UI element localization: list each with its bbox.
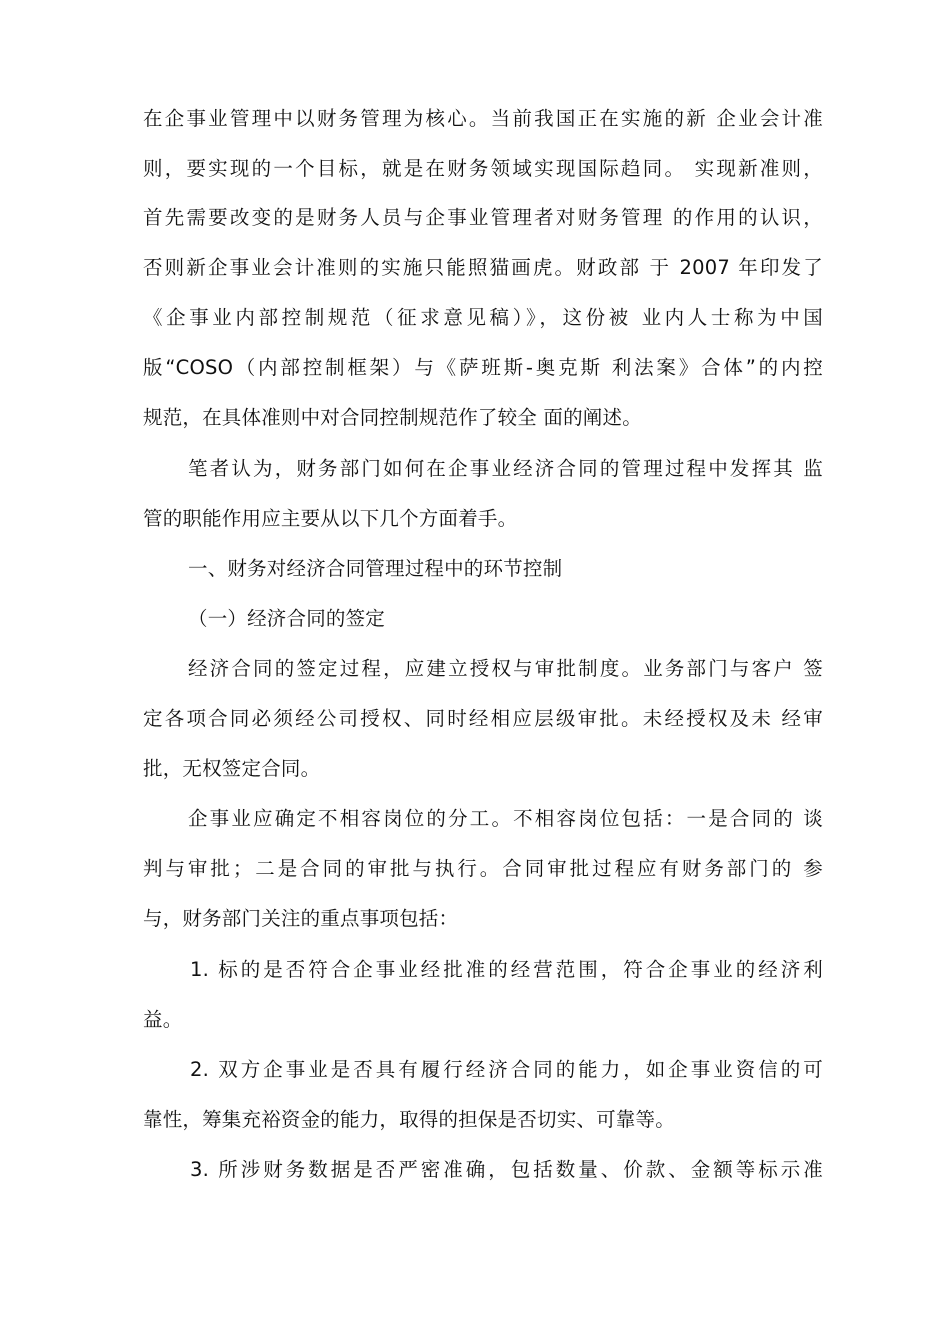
list-item-1-line-2: 益。 [143,1008,183,1031]
paragraph-intro-line-7: 规范，在具体准则中对合同控制规范作了较全 面的阐述。 [143,406,642,429]
paragraph-intro-line-2: 则，要实现的一个目标，就是在财务领域实现国际趋同。 实现新准则， [143,157,823,180]
paragraph-division-line-2: 判与审批；二是合同的审批与执行。合同审批过程应有财务部门的 参 [143,857,823,880]
paragraph-intro-line-3: 首先需要改变的是财务人员与企事业管理者对财务管理 的作用的认识， [143,206,823,229]
paragraph-author-line-2: 管的职能作用应主要从以下几个方面着手。 [143,507,518,530]
paragraph-author-line-1: 笔者认为，财务部门如何在企事业经济合同的管理过程中发挥其 监 [188,457,823,480]
section-heading-1: 一、财务对经济合同管理过程中的环节控制 [188,557,563,580]
list-item-2-line-2: 靠性，筹集充裕资金的能力，取得的担保是否切实、可靠等。 [143,1108,675,1131]
paragraph-division-line-1: 企事业应确定不相容岗位的分工。不相容岗位包括：一是合同的 谈 [188,807,823,830]
paragraph-intro-line-4: 否则新企事业会计准则的实施只能照猫画虎。财政部 于 2007 年印发了 [143,256,823,279]
list-item-1-line-1: 1. 标的是否符合企事业经批准的经营范围，符合企事业的经济利 [190,958,823,981]
paragraph-intro-line-1: 在企事业管理中以财务管理为核心。当前我国正在实施的新 企业会计准 [143,107,823,130]
subsection-heading-1-1: （一）经济合同的签定 [188,607,386,630]
list-item-3-line-1: 3. 所涉财务数据是否严密准确，包括数量、价款、金额等标示准 [190,1158,823,1181]
paragraph-intro-line-6: 版“COSO（内部控制框架）与《萨班斯-奥克斯 利法案》合体”的内控 [143,356,823,379]
paragraph-signing-line-1: 经济合同的签定过程，应建立授权与审批制度。业务部门与客户 签 [188,657,823,680]
paragraph-signing-line-3: 批，无权签定合同。 [143,757,321,780]
paragraph-signing-line-2: 定各项合同必须经公司授权、同时经相应层级审批。未经授权及未 经审 [143,707,823,730]
list-item-2-line-1: 2. 双方企事业是否具有履行经济合同的能力，如企事业资信的可 [190,1058,823,1081]
paragraph-division-line-3: 与，财务部门关注的重点事项包括： [143,907,459,930]
paragraph-intro-line-5: 《企事业内部控制规范（征求意见稿）》，这份被 业内人士称为中国 [143,306,823,329]
